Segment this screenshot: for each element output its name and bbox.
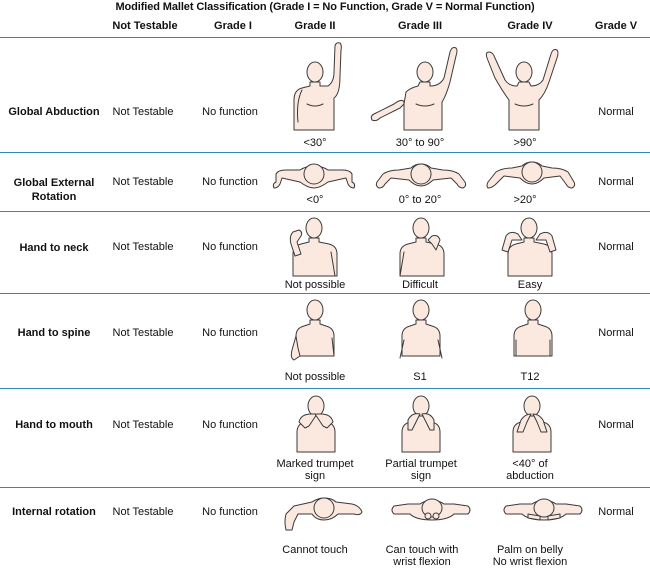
cell-grade-5: Normal: [598, 106, 634, 118]
cell-grade-1: No function: [202, 106, 258, 118]
figure-hand-to-spine-grade-2: [284, 296, 346, 366]
row-divider: [0, 388, 650, 389]
figure-hand-to-mouth-grade-4: [503, 392, 561, 454]
figure-hand-to-spine-grade-4: [502, 296, 564, 366]
caption-grade-3: 30° to 90°: [395, 137, 445, 149]
cell-not-testable: Not Testable: [112, 327, 174, 339]
figure-hand-to-neck-grade-2: [285, 214, 345, 278]
cell-grade-1: No function: [202, 241, 258, 253]
cell-not-testable: Not Testable: [112, 241, 174, 253]
column-header-grade-1: Grade I: [214, 20, 252, 32]
caption-grade-2: Not possible: [284, 371, 346, 383]
cell-grade-5: Normal: [598, 176, 634, 188]
cell-grade-1: No function: [202, 506, 258, 518]
cell-not-testable: Not Testable: [112, 176, 174, 188]
figure-hand-to-spine-grade-3: [390, 296, 452, 366]
column-header-not-testable: Not Testable: [112, 20, 178, 32]
figure-abduction-grade-2: [280, 42, 350, 134]
cell-grade-5: Normal: [598, 506, 634, 518]
caption-grade-2: <0°: [306, 194, 324, 206]
figure-internal-rotation-grade-3: [388, 494, 474, 526]
cell-grade-1: No function: [202, 176, 258, 188]
figure-title: Modified Mallet Classification (Grade I = No Function, Grade V = Normal Function): [115, 1, 535, 13]
row-label-hand-to-spine: Hand to spine: [17, 327, 91, 339]
figure-hand-to-mouth-grade-3: [392, 392, 450, 454]
cell-grade-5: Normal: [598, 327, 634, 339]
cell-not-testable: Not Testable: [112, 419, 174, 431]
cell-grade-5: Normal: [598, 419, 634, 431]
row-divider: [0, 487, 650, 488]
figure-internal-rotation-grade-4: [500, 494, 586, 526]
caption-grade-3: Difficult: [402, 279, 438, 291]
figure-hand-to-neck-grade-3: [392, 214, 452, 278]
cell-grade-1: No function: [202, 327, 258, 339]
caption-grade-4: >20°: [513, 194, 537, 206]
caption-grade-2: <30°: [303, 137, 327, 149]
figure-external-rotation-grade-3: [375, 158, 467, 194]
caption-grade-3: 0° to 20°: [398, 194, 442, 206]
cell-grade-1: No function: [202, 419, 258, 431]
row-label-global-abduction: Global Abduction: [8, 106, 100, 118]
column-header-grade-2: Grade II: [294, 20, 336, 32]
caption-grade-4: Palm on belly No wrist flexion: [492, 544, 568, 568]
figure-hand-to-mouth-grade-2: [287, 392, 345, 454]
figure-abduction-grade-3: [370, 42, 470, 134]
caption-grade-4: <40° of abduction: [506, 458, 554, 482]
caption-grade-4: Easy: [517, 279, 543, 291]
figure-external-rotation-grade-4: [486, 156, 576, 194]
cell-not-testable: Not Testable: [112, 506, 174, 518]
row-label-internal-rotation: Internal rotation: [12, 506, 96, 518]
figure-hand-to-neck-grade-4: [498, 214, 562, 278]
caption-grade-2: Marked trumpet sign: [276, 458, 354, 482]
caption-grade-4: T12: [520, 371, 540, 383]
row-label-hand-to-neck: Hand to neck: [19, 242, 89, 254]
row-divider: [0, 293, 650, 294]
caption-grade-2: Not possible: [284, 279, 346, 291]
caption-grade-3: S1: [413, 371, 427, 383]
row-divider: [0, 211, 650, 212]
figure-internal-rotation-grade-2: [282, 492, 364, 534]
caption-grade-3: Can touch with wrist flexion: [385, 544, 459, 568]
caption-grade-4: >90°: [513, 137, 537, 149]
caption-grade-2: Cannot touch: [282, 544, 348, 556]
figure-abduction-grade-4: [485, 42, 565, 134]
caption-grade-3: Partial trumpet sign: [385, 458, 457, 482]
cell-grade-5: Normal: [598, 241, 634, 253]
row-divider: [0, 152, 650, 153]
row-label-hand-to-mouth: Hand to mouth: [15, 419, 93, 431]
column-header-grade-5: Grade V: [594, 20, 638, 32]
column-header-grade-4: Grade IV: [507, 20, 553, 32]
row-label-global-external-rotation: Global External Rotation: [13, 177, 95, 203]
cell-not-testable: Not Testable: [112, 106, 174, 118]
figure-external-rotation-grade-2: [272, 158, 356, 192]
column-header-grade-3: Grade III: [397, 20, 443, 32]
row-divider: [0, 37, 650, 38]
